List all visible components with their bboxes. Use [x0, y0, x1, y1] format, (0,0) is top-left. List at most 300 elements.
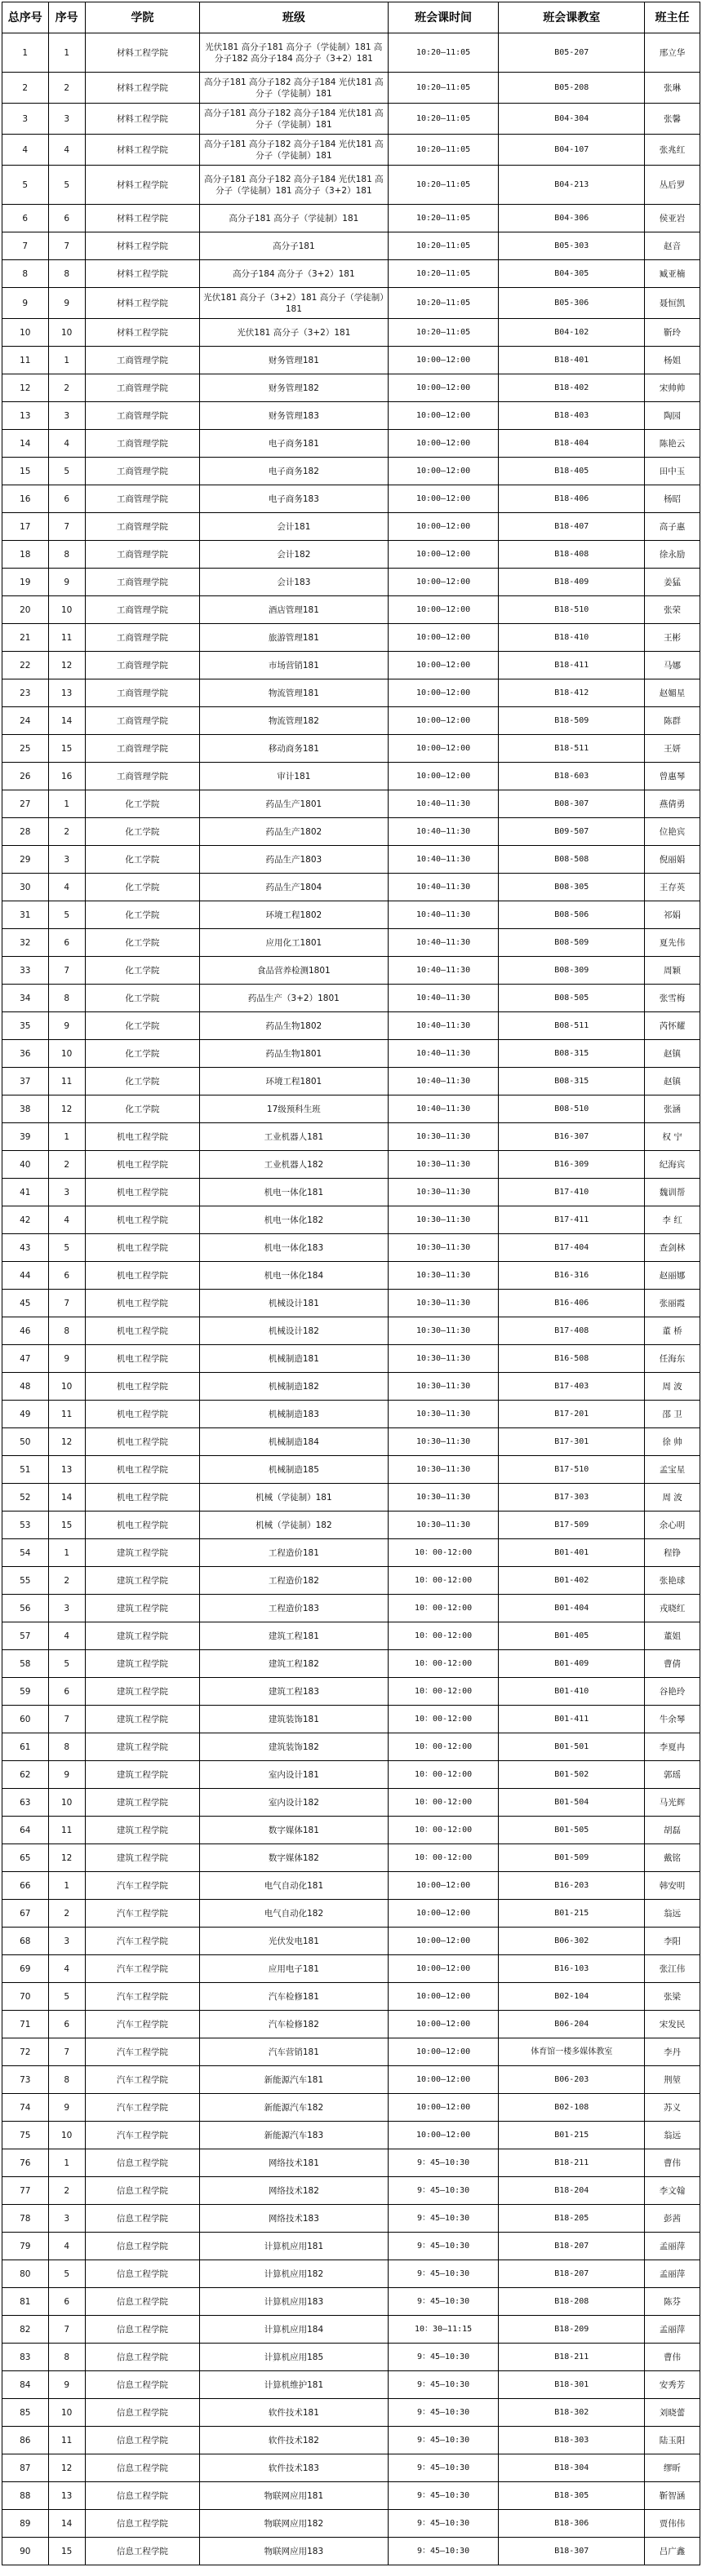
college-cell: 建筑工程学院 — [85, 1678, 199, 1706]
college-cell: 机电工程学院 — [85, 1262, 199, 1290]
time-cell: 10:00—12:00 — [388, 374, 499, 402]
classroom-cell: B01-509 — [499, 1844, 645, 1872]
total-index-cell: 30 — [2, 874, 49, 901]
total-index-cell: 40 — [2, 1151, 49, 1179]
teacher-cell: 燕倩勇 — [645, 790, 700, 818]
classroom-cell: B17-509 — [499, 1512, 645, 1539]
classroom-cell: B17-303 — [499, 1484, 645, 1512]
index-cell: 15 — [48, 1512, 85, 1539]
index-cell: 12 — [48, 652, 85, 679]
total-index-cell: 12 — [2, 374, 49, 402]
classroom-cell: B18-409 — [499, 569, 645, 596]
teacher-cell: 权 宁 — [645, 1123, 700, 1151]
class-cell: 17级预科生班 — [200, 1095, 389, 1123]
teacher-cell: 贾伟伟 — [645, 2510, 700, 2538]
teacher-cell: 宋发民 — [645, 2011, 700, 2038]
college-cell: 建筑工程学院 — [85, 1539, 199, 1567]
time-cell: 10:40—11:30 — [388, 957, 499, 985]
teacher-cell: 芮怀耀 — [645, 1012, 700, 1040]
total-index-cell: 57 — [2, 1622, 49, 1650]
time-cell: 10:30—11:30 — [388, 1428, 499, 1456]
teacher-cell: 张雪梅 — [645, 985, 700, 1012]
class-cell: 汽车营销181 — [200, 2038, 389, 2066]
teacher-cell: 陆玉阳 — [645, 2427, 700, 2454]
time-cell: 10:30—11:30 — [388, 1456, 499, 1484]
time-cell: 10:30—11:30 — [388, 1151, 499, 1179]
index-cell: 10 — [48, 319, 85, 347]
class-cell: 高分子181 高分子182 高分子184 光伏181 高分子（学徒制）181 高分子（3+2）181 — [200, 166, 389, 205]
table-header — [2, 2, 700, 33]
time-cell: 10:00—12:00 — [388, 1900, 499, 1928]
time-cell: 10:30—11:30 — [388, 1290, 499, 1317]
classroom-cell: B05-303 — [499, 232, 645, 260]
class-cell: 物联网应用181 — [200, 2482, 389, 2510]
table-row — [2, 1595, 700, 1622]
class-cell: 环境工程1802 — [200, 901, 389, 929]
time-cell: 10:30—11:30 — [388, 1345, 499, 1373]
teacher-cell: 任海东 — [645, 1345, 700, 1373]
classroom-cell: B18-411 — [499, 652, 645, 679]
time-cell: 10:20—11:05 — [388, 104, 499, 135]
college-cell: 材料工程学院 — [85, 135, 199, 166]
class-cell: 机电一体化183 — [200, 1234, 389, 1262]
classroom-cell: B01-410 — [499, 1678, 645, 1706]
class-cell: 环境工程1801 — [200, 1068, 389, 1095]
index-cell: 12 — [48, 2454, 85, 2482]
index-cell: 10 — [48, 596, 85, 624]
index-cell: 3 — [48, 846, 85, 874]
time-cell: 10:40—11:30 — [388, 846, 499, 874]
table-row — [2, 569, 700, 596]
college-cell: 建筑工程学院 — [85, 1789, 199, 1817]
teacher-cell: 邵 卫 — [645, 1401, 700, 1428]
table-row — [2, 458, 700, 485]
college-cell: 工商管理学院 — [85, 430, 199, 458]
classroom-cell: B01-401 — [499, 1539, 645, 1567]
college-cell: 建筑工程学院 — [85, 1622, 199, 1650]
table-row — [2, 1040, 700, 1068]
index-cell: 8 — [48, 2066, 85, 2094]
index-cell: 6 — [48, 2288, 85, 2316]
time-cell: 10:40—11:30 — [388, 790, 499, 818]
table-row — [2, 763, 700, 790]
time-cell: 10:30—11:30 — [388, 1317, 499, 1345]
time-cell: 10:30—11:30 — [388, 1484, 499, 1512]
teacher-cell: 赵镇 — [645, 1068, 700, 1095]
teacher-cell: 周 波 — [645, 1373, 700, 1401]
time-cell: 10:30—11:30 — [388, 1401, 499, 1428]
time-cell: 10：00-12:00 — [388, 1595, 499, 1622]
class-cell: 电气自动化181 — [200, 1872, 389, 1900]
college-cell: 信息工程学院 — [85, 2288, 199, 2316]
index-cell: 10 — [48, 1040, 85, 1068]
classroom-cell: B18-211 — [499, 2149, 645, 2177]
classroom-cell: B18-306 — [499, 2510, 645, 2538]
college-cell: 机电工程学院 — [85, 1456, 199, 1484]
index-cell: 13 — [48, 679, 85, 707]
total-index-cell: 29 — [2, 846, 49, 874]
college-cell: 工商管理学院 — [85, 458, 199, 485]
teacher-cell: 翁远 — [645, 2122, 700, 2149]
table-row — [2, 2454, 700, 2482]
index-cell: 11 — [48, 1817, 85, 1844]
time-cell: 9：45—10:30 — [388, 2510, 499, 2538]
class-cell: 机械制造185 — [200, 1456, 389, 1484]
teacher-cell: 赵媚星 — [645, 679, 700, 707]
class-cell: 工业机器人182 — [200, 1151, 389, 1179]
classroom-cell: B18-406 — [499, 485, 645, 513]
classroom-cell: B04-305 — [499, 260, 645, 288]
classroom-cell: B08-508 — [499, 846, 645, 874]
time-cell: 9：45—10:30 — [388, 2260, 499, 2288]
college-cell: 材料工程学院 — [85, 73, 199, 104]
time-cell: 10:30—11:30 — [388, 1206, 499, 1234]
teacher-cell: 姜猛 — [645, 569, 700, 596]
college-cell: 工商管理学院 — [85, 569, 199, 596]
total-index-cell: 37 — [2, 1068, 49, 1095]
total-index-cell: 77 — [2, 2177, 49, 2205]
header-index: 序号 — [48, 2, 85, 33]
index-cell: 4 — [48, 1206, 85, 1234]
table-row — [2, 1844, 700, 1872]
total-index-cell: 52 — [2, 1484, 49, 1512]
class-cell: 机械（学徒制）181 — [200, 1484, 389, 1512]
college-cell: 机电工程学院 — [85, 1206, 199, 1234]
time-cell: 10:30—11:30 — [388, 1123, 499, 1151]
total-index-cell: 50 — [2, 1428, 49, 1456]
table-row — [2, 2260, 700, 2288]
index-cell: 7 — [48, 232, 85, 260]
total-index-cell: 21 — [2, 624, 49, 652]
teacher-cell: 孟丽萍 — [645, 2316, 700, 2344]
classroom-cell: B08-505 — [499, 985, 645, 1012]
schedule-table — [2, 2, 700, 2565]
college-cell: 工商管理学院 — [85, 707, 199, 735]
classroom-cell: B18-207 — [499, 2233, 645, 2260]
college-cell: 工商管理学院 — [85, 624, 199, 652]
table-row — [2, 1928, 700, 1955]
class-cell: 会计182 — [200, 541, 389, 569]
table-row — [2, 652, 700, 679]
classroom-cell: B05-207 — [499, 33, 645, 73]
index-cell: 13 — [48, 2482, 85, 2510]
index-cell: 5 — [48, 901, 85, 929]
teacher-cell: 安秀芳 — [645, 2371, 700, 2399]
class-cell: 药品生产（3+2）1801 — [200, 985, 389, 1012]
time-cell: 10:20—11:05 — [388, 166, 499, 205]
index-cell: 3 — [48, 1928, 85, 1955]
teacher-cell: 臧亚楠 — [645, 260, 700, 288]
total-index-cell: 15 — [2, 458, 49, 485]
time-cell: 10:00—12:00 — [388, 2094, 499, 2122]
index-cell: 8 — [48, 985, 85, 1012]
class-cell: 酒店管理181 — [200, 596, 389, 624]
table-row — [2, 1290, 700, 1317]
table-row — [2, 1401, 700, 1428]
teacher-cell: 高子惠 — [645, 513, 700, 541]
teacher-cell: 王彬 — [645, 624, 700, 652]
class-cell: 工程造价182 — [200, 1567, 389, 1595]
table-row — [2, 2233, 700, 2260]
classroom-cell: B08-309 — [499, 957, 645, 985]
time-cell: 10:20—11:05 — [388, 73, 499, 104]
class-cell: 高分子184 高分子（3+2）181 — [200, 260, 389, 288]
index-cell: 3 — [48, 1595, 85, 1622]
index-cell: 2 — [48, 2177, 85, 2205]
total-index-cell: 84 — [2, 2371, 49, 2399]
total-index-cell: 18 — [2, 541, 49, 569]
total-index-cell: 33 — [2, 957, 49, 985]
classroom-cell: B17-411 — [499, 1206, 645, 1234]
classroom-cell: B18-511 — [499, 735, 645, 763]
index-cell: 9 — [48, 1012, 85, 1040]
teacher-cell: 徐 帅 — [645, 1428, 700, 1456]
total-index-cell: 59 — [2, 1678, 49, 1706]
class-cell: 机械制造184 — [200, 1428, 389, 1456]
table-row — [2, 1234, 700, 1262]
index-cell: 12 — [48, 1844, 85, 1872]
classroom-cell: B18-404 — [499, 430, 645, 458]
teacher-cell: 余心明 — [645, 1512, 700, 1539]
time-cell: 10:00—12:00 — [388, 513, 499, 541]
table-row — [2, 1650, 700, 1678]
class-cell: 建筑工程182 — [200, 1650, 389, 1678]
time-cell: 10：00-12:00 — [388, 1789, 499, 1817]
time-cell: 10:00—12:00 — [388, 1955, 499, 1983]
college-cell: 建筑工程学院 — [85, 1567, 199, 1595]
college-cell: 化工学院 — [85, 874, 199, 901]
classroom-cell: B18-407 — [499, 513, 645, 541]
teacher-cell: 陈群 — [645, 707, 700, 735]
total-index-cell: 17 — [2, 513, 49, 541]
table-row — [2, 1622, 700, 1650]
index-cell: 7 — [48, 1706, 85, 1733]
total-index-cell: 43 — [2, 1234, 49, 1262]
table-row — [2, 1872, 700, 1900]
classroom-cell: B18-207 — [499, 2260, 645, 2288]
table-row — [2, 347, 700, 374]
total-index-cell: 56 — [2, 1595, 49, 1622]
classroom-cell: B02-104 — [499, 1983, 645, 2011]
table-row — [2, 430, 700, 458]
teacher-cell: 周 波 — [645, 1484, 700, 1512]
index-cell: 7 — [48, 957, 85, 985]
total-index-cell: 13 — [2, 402, 49, 430]
classroom-cell: B17-510 — [499, 1456, 645, 1484]
class-cell: 计算机应用181 — [200, 2233, 389, 2260]
total-index-cell: 76 — [2, 2149, 49, 2177]
teacher-cell: 吕广鑫 — [645, 2538, 700, 2565]
class-cell: 机电一体化181 — [200, 1179, 389, 1206]
classroom-cell: B18-603 — [499, 763, 645, 790]
table-row — [2, 513, 700, 541]
classroom-cell: B04-213 — [499, 166, 645, 205]
class-cell: 网络技术181 — [200, 2149, 389, 2177]
total-index-cell: 87 — [2, 2454, 49, 2482]
time-cell: 10：00-12:00 — [388, 1706, 499, 1733]
teacher-cell: 曹伟 — [645, 2149, 700, 2177]
time-cell: 10:00—12:00 — [388, 652, 499, 679]
classroom-cell: B18-208 — [499, 2288, 645, 2316]
time-cell: 10:20—11:05 — [388, 232, 499, 260]
time-cell: 9：45—10:30 — [388, 2538, 499, 2565]
college-cell: 建筑工程学院 — [85, 1817, 199, 1844]
teacher-cell: 谷艳玲 — [645, 1678, 700, 1706]
college-cell: 建筑工程学院 — [85, 1733, 199, 1761]
index-cell: 6 — [48, 205, 85, 232]
classroom-cell: B18-204 — [499, 2177, 645, 2205]
college-cell: 机电工程学院 — [85, 1317, 199, 1345]
time-cell: 10:30—11:30 — [388, 1512, 499, 1539]
total-index-cell: 4 — [2, 135, 49, 166]
table-row — [2, 874, 700, 901]
index-cell: 15 — [48, 2538, 85, 2565]
college-cell: 汽车工程学院 — [85, 1900, 199, 1928]
table-row — [2, 1733, 700, 1761]
classroom-cell: B16-406 — [499, 1290, 645, 1317]
college-cell: 材料工程学院 — [85, 104, 199, 135]
total-index-cell: 62 — [2, 1761, 49, 1789]
index-cell: 8 — [48, 541, 85, 569]
teacher-cell: 宋帅帅 — [645, 374, 700, 402]
classroom-cell: B18-211 — [499, 2344, 645, 2371]
total-index-cell: 46 — [2, 1317, 49, 1345]
class-cell: 电子商务183 — [200, 485, 389, 513]
time-cell: 10:20—11:05 — [388, 260, 499, 288]
classroom-cell: B04-304 — [499, 104, 645, 135]
table-row — [2, 1789, 700, 1817]
teacher-cell: 翁远 — [645, 1900, 700, 1928]
teacher-cell: 陈芬 — [645, 2288, 700, 2316]
class-cell: 会计183 — [200, 569, 389, 596]
classroom-cell: B08-315 — [499, 1068, 645, 1095]
total-index-cell: 72 — [2, 2038, 49, 2066]
class-cell: 软件技术183 — [200, 2454, 389, 2482]
total-index-cell: 8 — [2, 260, 49, 288]
table-row — [2, 790, 700, 818]
total-index-cell: 27 — [2, 790, 49, 818]
class-cell: 软件技术181 — [200, 2399, 389, 2427]
class-cell: 电子商务182 — [200, 458, 389, 485]
index-cell: 8 — [48, 1317, 85, 1345]
table-row — [2, 2399, 700, 2427]
class-cell: 高分子181 高分子182 高分子184 光伏181 高分子（学徒制）181 — [200, 135, 389, 166]
time-cell: 10：00-12:00 — [388, 1733, 499, 1761]
class-cell: 电气自动化182 — [200, 1900, 389, 1928]
teacher-cell: 曾惠琴 — [645, 763, 700, 790]
college-cell: 化工学院 — [85, 1095, 199, 1123]
class-cell: 光伏181 高分子181 高分子（学徒制）181 高分子182 高分子184 高分子（3+2）181 — [200, 33, 389, 73]
table-row — [2, 596, 700, 624]
classroom-cell: B18-307 — [499, 2538, 645, 2565]
total-index-cell: 20 — [2, 596, 49, 624]
total-index-cell: 32 — [2, 929, 49, 957]
total-index-cell: 28 — [2, 818, 49, 846]
table-row — [2, 1678, 700, 1706]
classroom-cell: B18-410 — [499, 624, 645, 652]
classroom-cell: B08-307 — [499, 790, 645, 818]
teacher-cell: 董 桥 — [645, 1317, 700, 1345]
class-cell: 建筑装饰181 — [200, 1706, 389, 1733]
table-row — [2, 485, 700, 513]
class-cell: 光伏181 高分子（3+2）181 — [200, 319, 389, 347]
time-cell: 10:40—11:30 — [388, 1095, 499, 1123]
college-cell: 汽车工程学院 — [85, 1983, 199, 2011]
college-cell: 机电工程学院 — [85, 1484, 199, 1512]
class-cell: 工程造价181 — [200, 1539, 389, 1567]
table-row — [2, 2205, 700, 2233]
teacher-cell: 位艳宾 — [645, 818, 700, 846]
index-cell: 1 — [48, 1123, 85, 1151]
index-cell: 14 — [48, 2510, 85, 2538]
time-cell: 10:40—11:30 — [388, 985, 499, 1012]
class-cell: 计算机应用182 — [200, 2260, 389, 2288]
classroom-cell: B18-412 — [499, 679, 645, 707]
classroom-cell: B18-304 — [499, 2454, 645, 2482]
teacher-cell: 查剑林 — [645, 1234, 700, 1262]
table-row — [2, 33, 700, 73]
classroom-cell: B17-301 — [499, 1428, 645, 1456]
total-index-cell: 2 — [2, 73, 49, 104]
index-cell: 5 — [48, 1650, 85, 1678]
total-index-cell: 55 — [2, 1567, 49, 1595]
classroom-cell: B01-505 — [499, 1817, 645, 1844]
total-index-cell: 49 — [2, 1401, 49, 1428]
college-cell: 汽车工程学院 — [85, 2011, 199, 2038]
classroom-cell: B18-303 — [499, 2427, 645, 2454]
college-cell: 信息工程学院 — [85, 2454, 199, 2482]
college-cell: 机电工程学院 — [85, 1373, 199, 1401]
teacher-cell: 荆堃 — [645, 2066, 700, 2094]
index-cell: 4 — [48, 1955, 85, 1983]
total-index-cell: 7 — [2, 232, 49, 260]
total-index-cell: 35 — [2, 1012, 49, 1040]
teacher-cell: 赵音 — [645, 232, 700, 260]
table-row — [2, 1456, 700, 1484]
index-cell: 10 — [48, 2399, 85, 2427]
index-cell: 13 — [48, 1456, 85, 1484]
class-cell: 应用电子181 — [200, 1955, 389, 1983]
time-cell: 10:00—12:00 — [388, 458, 499, 485]
total-index-cell: 5 — [2, 166, 49, 205]
table-row — [2, 1068, 700, 1095]
table-row — [2, 846, 700, 874]
table-row — [2, 232, 700, 260]
classroom-cell: B05-208 — [499, 73, 645, 104]
class-cell: 审计181 — [200, 763, 389, 790]
index-cell: 9 — [48, 288, 85, 319]
time-cell: 10:20—11:05 — [388, 319, 499, 347]
total-index-cell: 11 — [2, 347, 49, 374]
time-cell: 10:40—11:30 — [388, 1012, 499, 1040]
teacher-cell: 张梁 — [645, 1983, 700, 2011]
total-index-cell: 68 — [2, 1928, 49, 1955]
table-row — [2, 1955, 700, 1983]
college-cell: 材料工程学院 — [85, 205, 199, 232]
total-index-cell: 53 — [2, 1512, 49, 1539]
total-index-cell: 26 — [2, 763, 49, 790]
total-index-cell: 89 — [2, 2510, 49, 2538]
table-row — [2, 260, 700, 288]
index-cell: 5 — [48, 166, 85, 205]
teacher-cell: 祁娟 — [645, 901, 700, 929]
total-index-cell: 45 — [2, 1290, 49, 1317]
index-cell: 1 — [48, 1872, 85, 1900]
teacher-cell: 陈艳云 — [645, 430, 700, 458]
college-cell: 工商管理学院 — [85, 735, 199, 763]
total-index-cell: 65 — [2, 1844, 49, 1872]
college-cell: 材料工程学院 — [85, 33, 199, 73]
